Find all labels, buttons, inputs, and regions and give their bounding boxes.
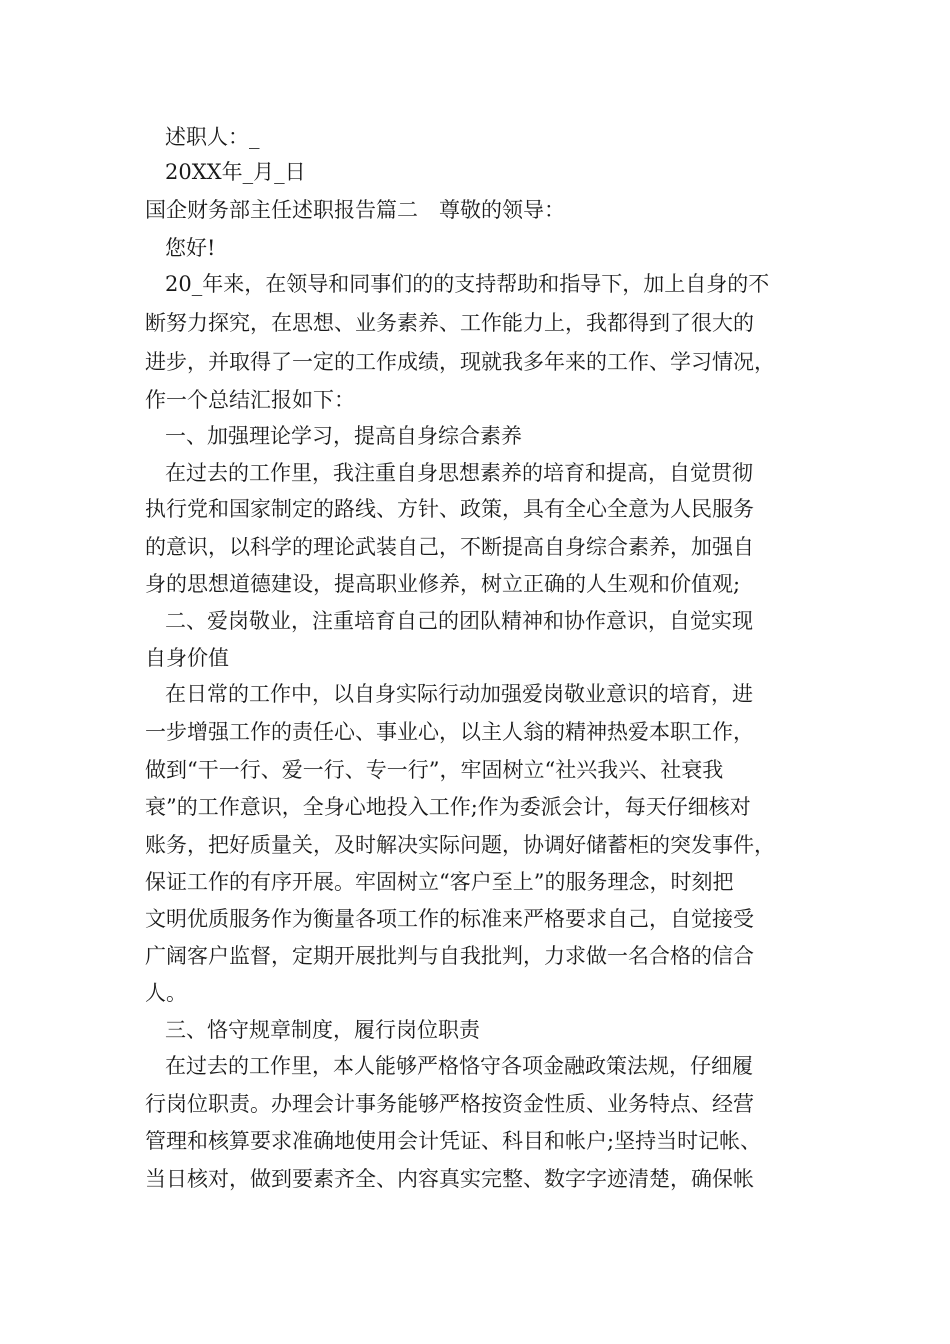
reporter-signature-line: 述职人：_ xyxy=(165,125,260,149)
section-title-line: 国企财务部主任述职报告篇二 尊敬的领导： xyxy=(145,198,565,222)
heading-line: 二、爱岗敬业，注重培育自己的团队精神和协作意识，自觉实现 xyxy=(165,609,753,633)
paragraph-line: 一步增强工作的责任心、事业心，以主人翁的精神热爱本职工作， xyxy=(145,720,754,744)
paragraph-line: 断努力探究，在思想、业务素养、工作能力上，我都得到了很大的 xyxy=(145,311,754,335)
paragraph-line: 保证工作的有序开展。牢固树立“客户至上”的服务理念，时刻把 xyxy=(145,870,734,894)
paragraph-line: 身的思想道德建设，提高职业修养，树立正确的人生观和价值观; xyxy=(145,572,741,596)
paragraph-line: 作一个总结汇报如下： xyxy=(145,388,355,412)
paragraph-line: 行岗位职责。办理会计事务能够严格按资金性质、业务特点、经营 xyxy=(145,1092,754,1116)
paragraph-line: 管理和核算要求准确地使用会计凭证、科目和帐户;坚持当时记帐、 xyxy=(145,1129,762,1153)
paragraph-line: 在日常的工作中，以自身实际行动加强爱岗敬业意识的培育，进 xyxy=(165,682,753,706)
heading-line: 一、加强理论学习，提高自身综合素养 xyxy=(165,424,522,448)
greeting-line: 您好! xyxy=(165,236,216,260)
paragraph-line: 的意识，以科学的理论武装自己，不断提高自身综合素养，加强自 xyxy=(145,535,754,559)
paragraph-line: 在过去的工作里，我注重自身思想素养的培育和提高，自觉贯彻 xyxy=(165,461,753,485)
paragraph-line: 当日核对，做到要素齐全、内容真实完整、数字字迹清楚，确保帐 xyxy=(145,1167,754,1191)
paragraph-line: 在过去的工作里，本人能够严格恪守各项金融政策法规，仔细履 xyxy=(165,1054,753,1078)
paragraph-line: 账务，把好质量关，及时解决实际问题，协调好储蓄柜的突发事件， xyxy=(145,833,775,857)
paragraph-line: 做到“干一行、爱一行、专一行”，牢固树立“社兴我兴、社衰我 xyxy=(145,758,724,782)
paragraph-line: 执行党和国家制定的路线、方针、政策，具有全心全意为人民服务 xyxy=(145,497,754,521)
paragraph-line: 20_年来，在领导和同事们的的支持帮助和指导下，加上自身的不 xyxy=(165,272,770,296)
paragraph-line: 进步，并取得了一定的工作成绩，现就我多年来的工作、学习情况， xyxy=(145,350,775,374)
date-line: 20XX年_月_日 xyxy=(165,160,306,184)
paragraph-line: 人。 xyxy=(145,981,187,1005)
paragraph-line: 文明优质服务作为衡量各项工作的标准来严格要求自己，自觉接受 xyxy=(145,907,754,931)
heading-line: 三、恪守规章制度，履行岗位职责 xyxy=(165,1018,480,1042)
heading-continuation-line: 自身价值 xyxy=(145,646,229,670)
paragraph-line: 广阔客户监督，定期开展批判与自我批判，力求做一名合格的信合 xyxy=(145,944,754,968)
paragraph-line: 衰”的工作意识，全身心地投入工作;作为委派会计，每天仔细核对 xyxy=(145,795,751,819)
